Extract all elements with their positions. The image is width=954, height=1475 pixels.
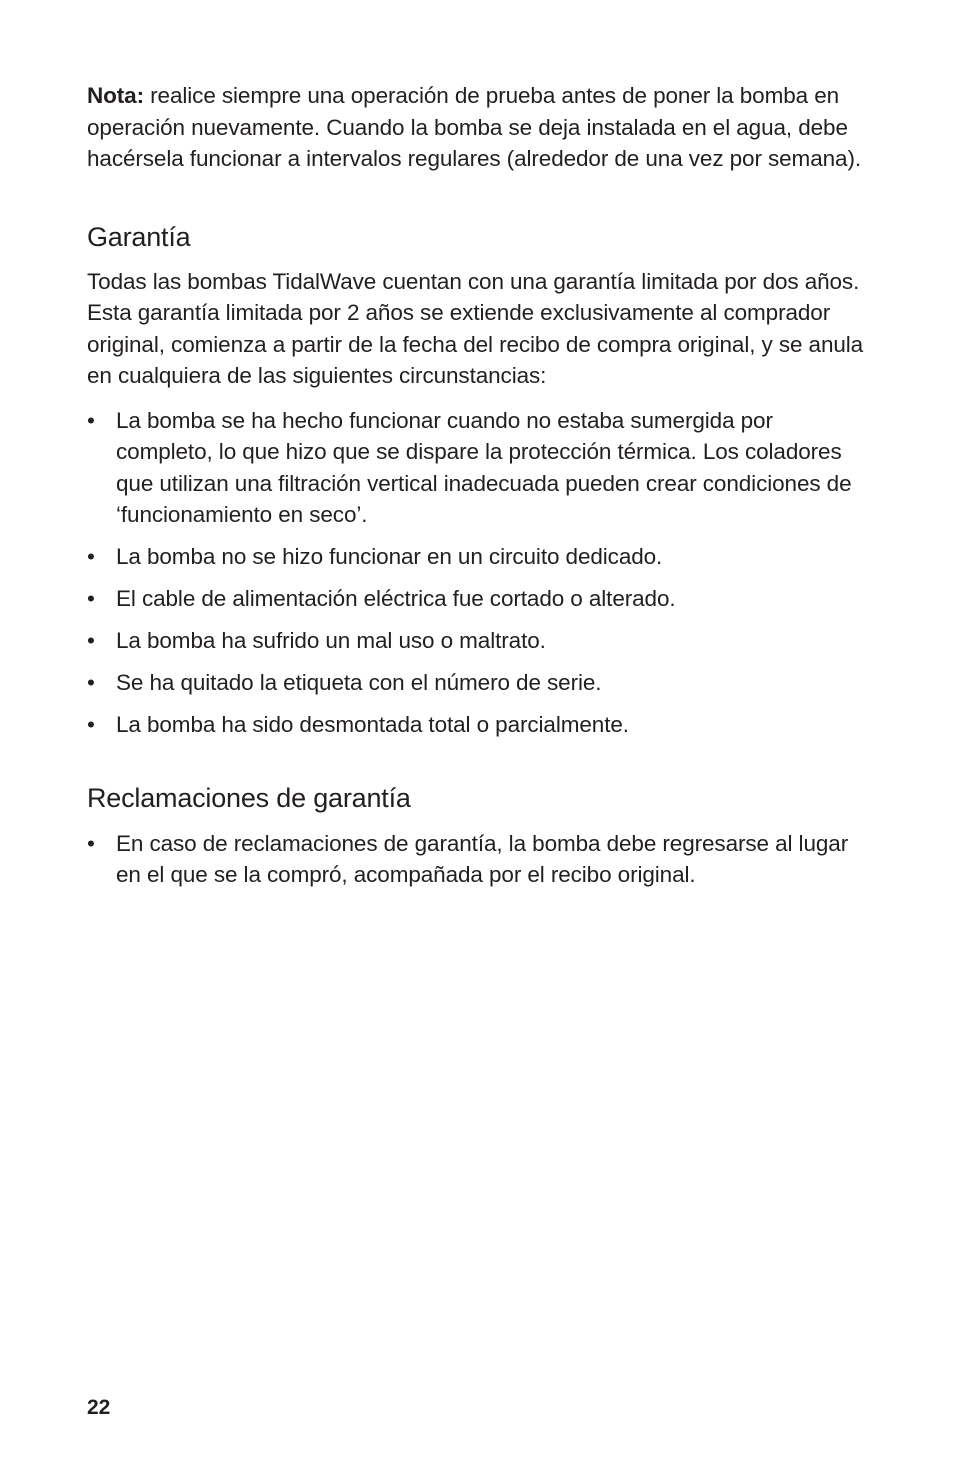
list-item-text: En caso de reclamaciones de garantía, la bomba debe regresarse al lugar en el que se la compró, acompañada por el recibo original.	[116, 830, 849, 887]
bullet-icon: •	[87, 670, 95, 695]
document-page	[87, 80, 867, 901]
bullet-icon: •	[87, 830, 95, 856]
list-item	[87, 828, 867, 891]
list-item	[87, 709, 867, 741]
note-text: realice siempre una operación de prueba antes de poner la bomba en operación nuevamente. Cuando la bomba se deja instalada en el agua, debe hacérsela funcionar a intervalos regulares (alrededor de una vez por semana).	[87, 83, 861, 171]
bullet-icon: •	[87, 586, 95, 611]
claims-heading: Reclamaciones de garantía	[87, 782, 411, 813]
warranty-heading: Garantía	[87, 221, 191, 252]
bullet-icon: •	[87, 628, 95, 653]
page-number: 22	[87, 1396, 111, 1419]
list-item	[87, 667, 867, 699]
list-item-text: Se ha quitado la etiqueta con el número de serie.	[116, 670, 602, 695]
list-item	[87, 625, 867, 657]
list-item-text: La bomba ha sufrido un mal uso o maltrato.	[116, 628, 546, 653]
bullet-icon: •	[87, 544, 95, 569]
warranty-intro: Todas las bombas TidalWave cuentan con una garantía limitada por dos años. Esta garantía limitada por 2 años se extiende exclusivamente al comprador original, comienza a partir de la fecha del recibo de compra original, y se anula en cualquiera de las siguientes circunstancias:	[87, 268, 864, 388]
warranty-conditions-list	[87, 405, 867, 741]
note-paragraph	[87, 80, 867, 175]
list-item	[87, 405, 867, 531]
bullet-icon: •	[87, 407, 95, 433]
claims-list	[87, 828, 867, 891]
list-item-text: La bomba ha sido desmontada total o parcialmente.	[116, 712, 629, 737]
note-lead: Nota:	[87, 83, 144, 108]
list-item	[87, 541, 867, 573]
bullet-icon: •	[87, 712, 95, 737]
list-item	[87, 583, 867, 615]
list-item-text: La bomba no se hizo funcionar en un circuito dedicado.	[116, 544, 663, 569]
list-item-text: El cable de alimentación eléctrica fue cortado o alterado.	[116, 586, 676, 611]
list-item-text: La bomba se ha hecho funcionar cuando no estaba sumergida por completo, lo que hizo que se dispare la protección térmica. Los coladores que utilizan una filtración vertical inadecuada pueden crear condiciones de ‘funcionamiento en seco’.	[116, 407, 852, 527]
